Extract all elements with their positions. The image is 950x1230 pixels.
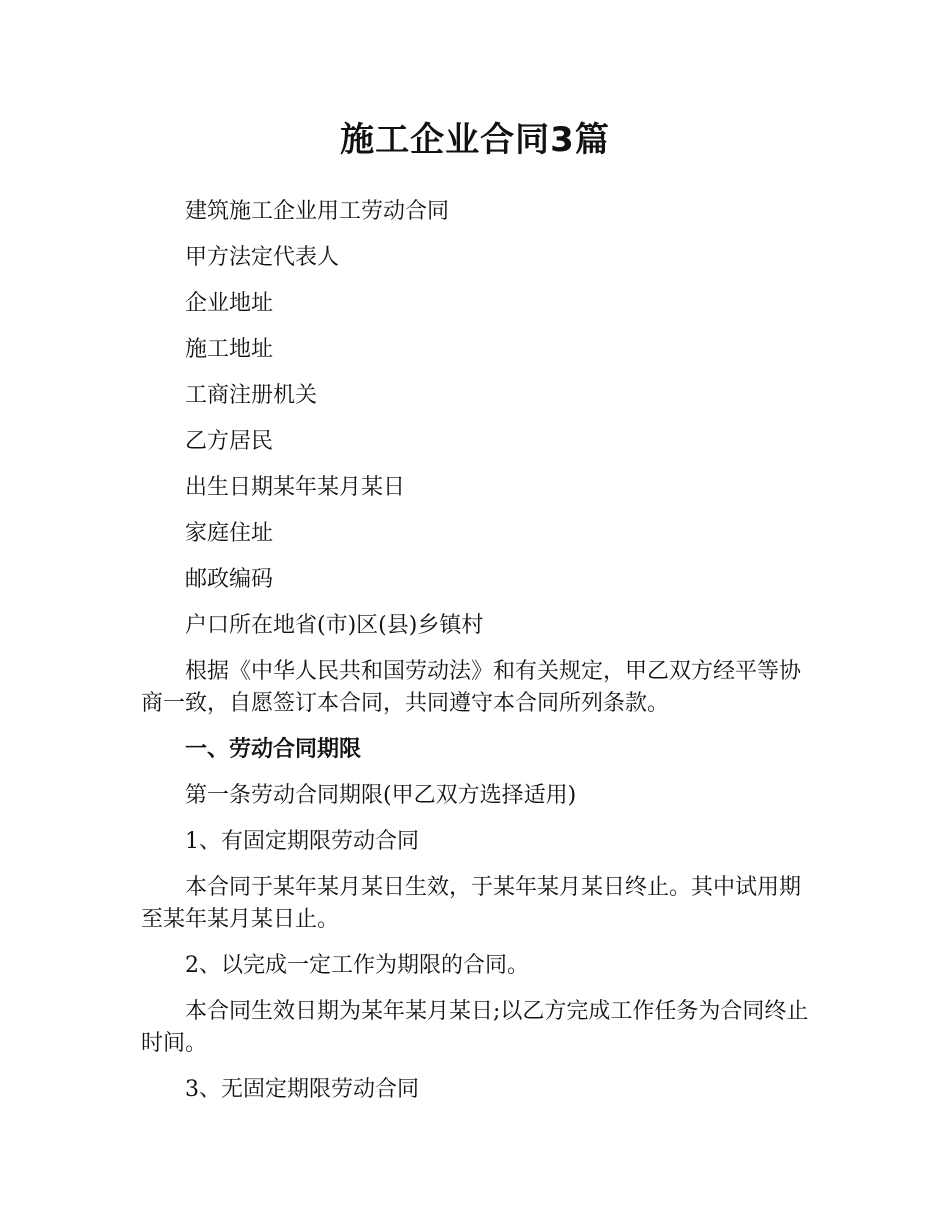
paragraph: 2、以完成一定工作为期限的合同。 — [185, 953, 529, 978]
paragraph: 建筑施工企业用工劳动合同 — [185, 199, 450, 224]
paragraph: 根据《中华人民共和国劳动法》和有关规定，甲乙双方经平等协商一致，自愿签订本合同，共同遵守本合同所列条款。 — [141, 659, 802, 716]
paragraph: 企业地址 — [185, 291, 274, 316]
paragraph: 工商注册机关 — [185, 383, 318, 408]
paragraph: 邮政编码 — [185, 567, 274, 592]
paragraph: 1、有固定期限劳动合同 — [185, 829, 419, 854]
paragraph: 施工地址 — [185, 337, 274, 362]
paragraph: 乙方居民 — [185, 429, 274, 454]
paragraph: 本合同于某年某月某日生效，于某年某月某日终止。其中试用期至某年某月某日止。 — [141, 875, 802, 932]
paragraph: 出生日期某年某月某日 — [185, 475, 406, 500]
paragraph: 第一条劳动合同期限(甲乙双方选择适用) — [185, 783, 577, 808]
paragraph: 甲方法定代表人 — [185, 245, 340, 270]
document-body — [141, 196, 809, 1120]
paragraph: 本合同生效日期为某年某月某日;以乙方完成工作任务为合同终止时间。 — [141, 999, 809, 1056]
paragraph: 3、无固定期限劳动合同 — [185, 1077, 419, 1102]
paragraph: 家庭住址 — [185, 521, 274, 546]
document-title: 施工企业合同3篇 — [340, 120, 610, 160]
paragraph: 户口所在地省(市)区(县)乡镇村 — [185, 613, 484, 638]
section-heading: 一、劳动合同期限 — [185, 737, 362, 762]
